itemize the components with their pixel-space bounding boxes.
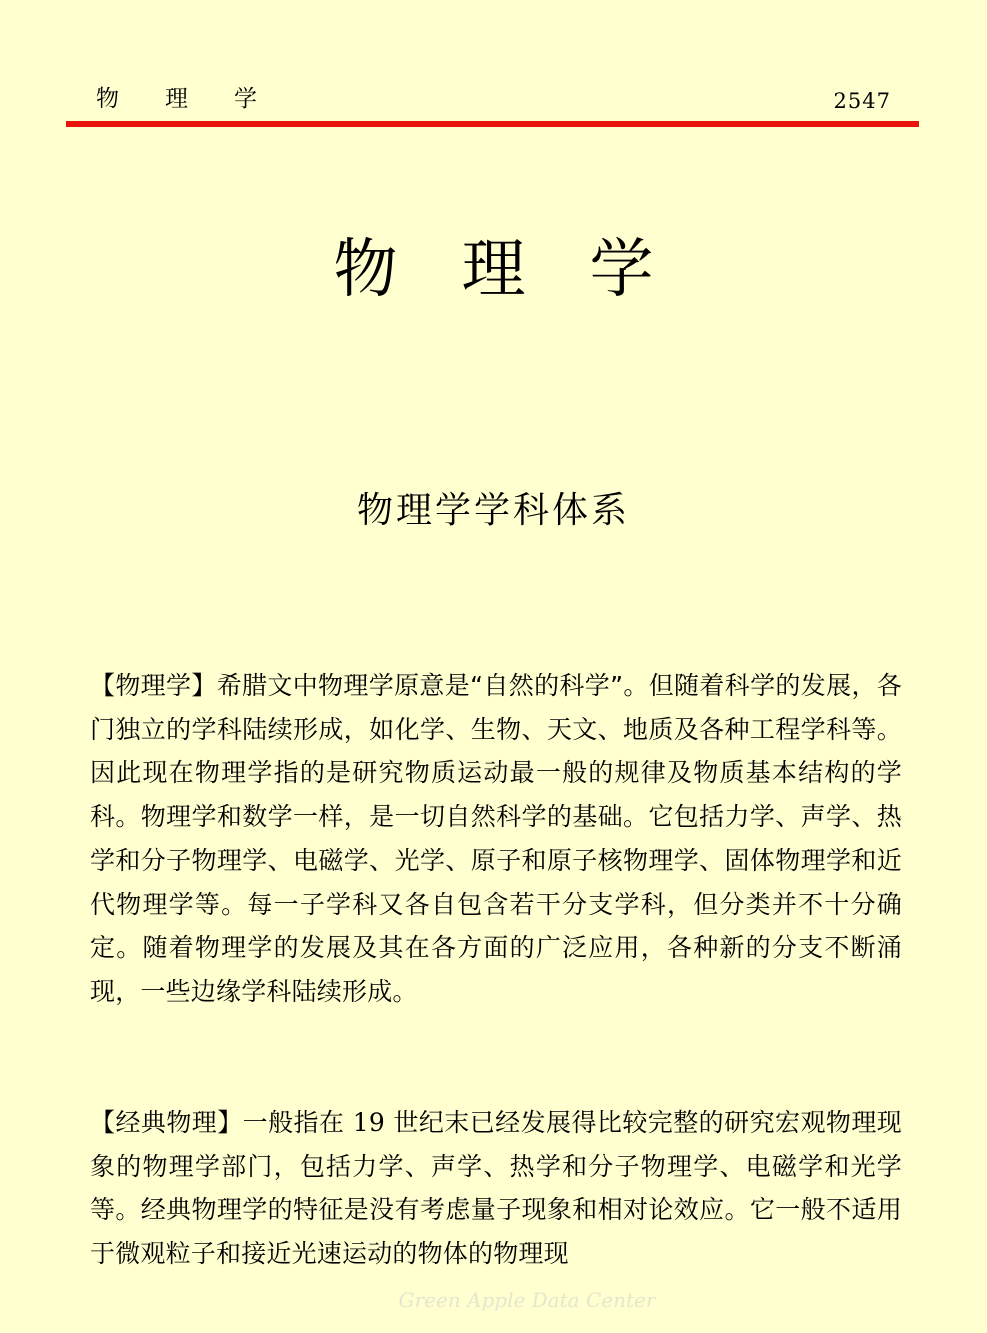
entry-physics bbox=[90, 664, 902, 1014]
watermark: Green Apple Data Center bbox=[398, 1288, 656, 1312]
entry-head: 【物理学】 bbox=[90, 671, 217, 700]
running-head-title: 物理学 bbox=[96, 86, 303, 112]
entry-head: 【经典物理】 bbox=[90, 1108, 243, 1137]
entry-classical-physics bbox=[90, 1101, 902, 1277]
entry-text: 希腊文中物理学原意是“自然的科学”。但随着科学的发展，各门独立的学科陆续形成，如化学、生物、天文、地质及各种工程学科等。因此现在物理学指的是研究物质运动最一般的规律及物质基本结构的学科。物理学和数学一样，是一切自然科学的基础。它包括力学、声学、热学和分子物理学、电磁学、光学、原子和原子核物理学、固体物理学和近代物理学等。每一子学科又各自包含若干分支学科，但分类并不十分确定。随着物理学的发展及其在各方面的广泛应用，各种新的分支不断涌现，一些边缘学科陆续形成。 bbox=[90, 671, 902, 1006]
section-title: 物理学学科体系 bbox=[356, 490, 630, 531]
entry-text: 一般指在 bbox=[242, 1108, 345, 1137]
century-number: 19 bbox=[352, 1108, 386, 1137]
header-rule bbox=[66, 121, 919, 127]
main-title: 物理学 bbox=[333, 233, 718, 307]
entry-text: 世纪末已经发展得比较完整的研究宏观物理现象的物理学部门，包括力学、声学、热学和分子物理学、电磁学和光学等。经典物理学的特征是没有考虑量子现象和相对论效应。它一般不适用于微观粒子和接近光速运动的物体的物理现 bbox=[90, 1108, 902, 1269]
page-number: 2547 bbox=[833, 89, 891, 113]
